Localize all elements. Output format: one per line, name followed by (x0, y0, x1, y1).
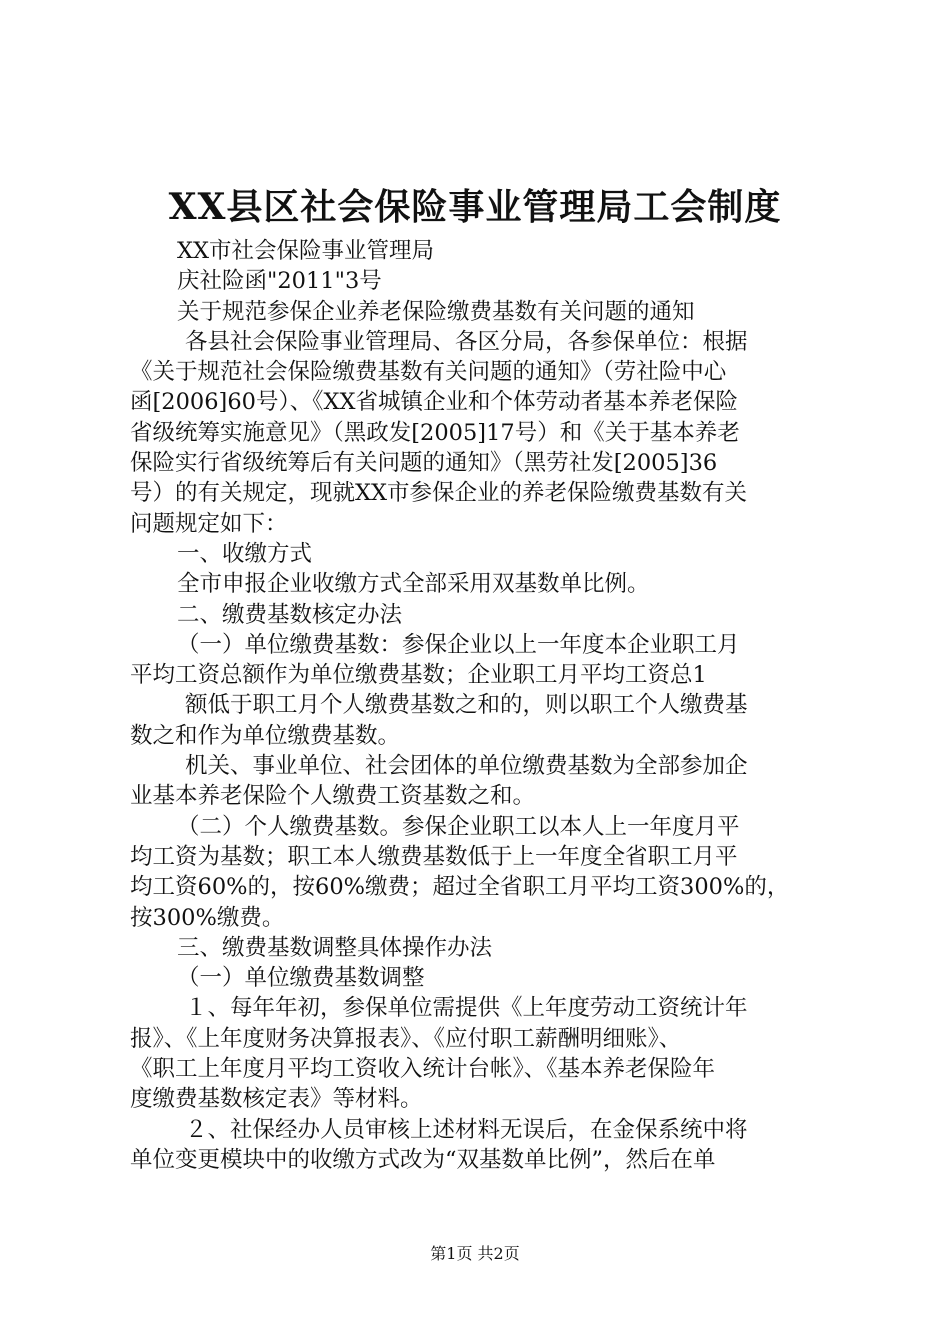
text-line: 全市申报企业收缴方式全部采用双基数单比例。 (177, 571, 650, 598)
text-line: 函[2006]60号）、《XX省城镇企业和个体劳动者基本养老保险 (130, 389, 738, 416)
text-line: 业基本养老保险个人缴费工资基数之和。 (130, 783, 536, 810)
text-line: 均工资为基数；职工本人缴费基数低于上一年度全省职工月平 (130, 843, 738, 870)
text-line: 单位变更模块中的收缴方式改为“双基数单比例”，然后在单 (130, 1146, 716, 1173)
text-line: XX市社会保险事业管理局 (177, 238, 435, 264)
text-line: 庆社险函"2011"3号 (177, 268, 382, 295)
text-line: 额低于职工月个人缴费基数之和的，则以职工个人缴费基 (185, 692, 748, 719)
text-line: 一、收缴方式 (177, 540, 313, 567)
text-line: 二、缴费基数核定办法 (177, 601, 403, 628)
text-line: 《职工上年度月平均工资收入统计台帐》、《基本养老保险年 (130, 1056, 716, 1083)
text-line: 号）的有关规定，现就XX市参保企业的养老保险缴费基数有关 (130, 480, 748, 507)
text-line: 各县社会保险事业管理局、各区分局，各参保单位：根据 (185, 328, 748, 355)
document-body (130, 236, 830, 1175)
text-line: 三、缴费基数调整具体操作办法 (177, 934, 493, 961)
text-line: 数之和作为单位缴费基数。 (130, 722, 401, 749)
text-line: （一）单位缴费基数调整 (177, 965, 425, 992)
text-line: ２、社保经办人员审核上述材料无误后，在金保系统中将 (185, 1116, 748, 1143)
text-line: 平均工资总额作为单位缴费基数；企业职工月平均工资总1 (130, 662, 707, 689)
text-line: 度缴费基数核定表》等材料。 (130, 1086, 423, 1113)
text-line: （二）个人缴费基数。参保企业职工以本人上一年度月平 (177, 813, 740, 840)
page-footer: 第1页 共2页 (430, 1244, 520, 1263)
text-line: （一）单位缴费基数：参保企业以上一年度本企业职工月 (177, 631, 740, 658)
text-line: 报》、《上年度财务决算报表》、《应付职工薪酬明细账》、 (130, 1025, 682, 1052)
text-line: 按300%缴费。 (130, 904, 285, 931)
text-line: 保险实行省级统筹后有关问题的通知》（黑劳社发[2005]36 (130, 450, 718, 477)
text-line: 《关于规范社会保险缴费基数有关问题的通知》（劳社险中心 (130, 359, 727, 386)
text-line: 问题规定如下： (130, 510, 288, 537)
text-line: １、每年年初，参保单位需提供《上年度劳动工资统计年 (185, 995, 748, 1022)
text-line: 均工资60%的，按60%缴费；超过全省职工月平均工资300%的， (130, 874, 790, 901)
text-line: 省级统筹实施意见》（黑政发[2005]17号）和《关于基本养老 (130, 419, 740, 446)
document-title: XX县区社会保险事业管理局工会制度 (168, 186, 782, 228)
text-line: 机关、事业单位、社会团体的单位缴费基数为全部参加企 (185, 753, 748, 780)
text-line: 关于规范参保企业养老保险缴费基数有关问题的通知 (177, 298, 695, 325)
